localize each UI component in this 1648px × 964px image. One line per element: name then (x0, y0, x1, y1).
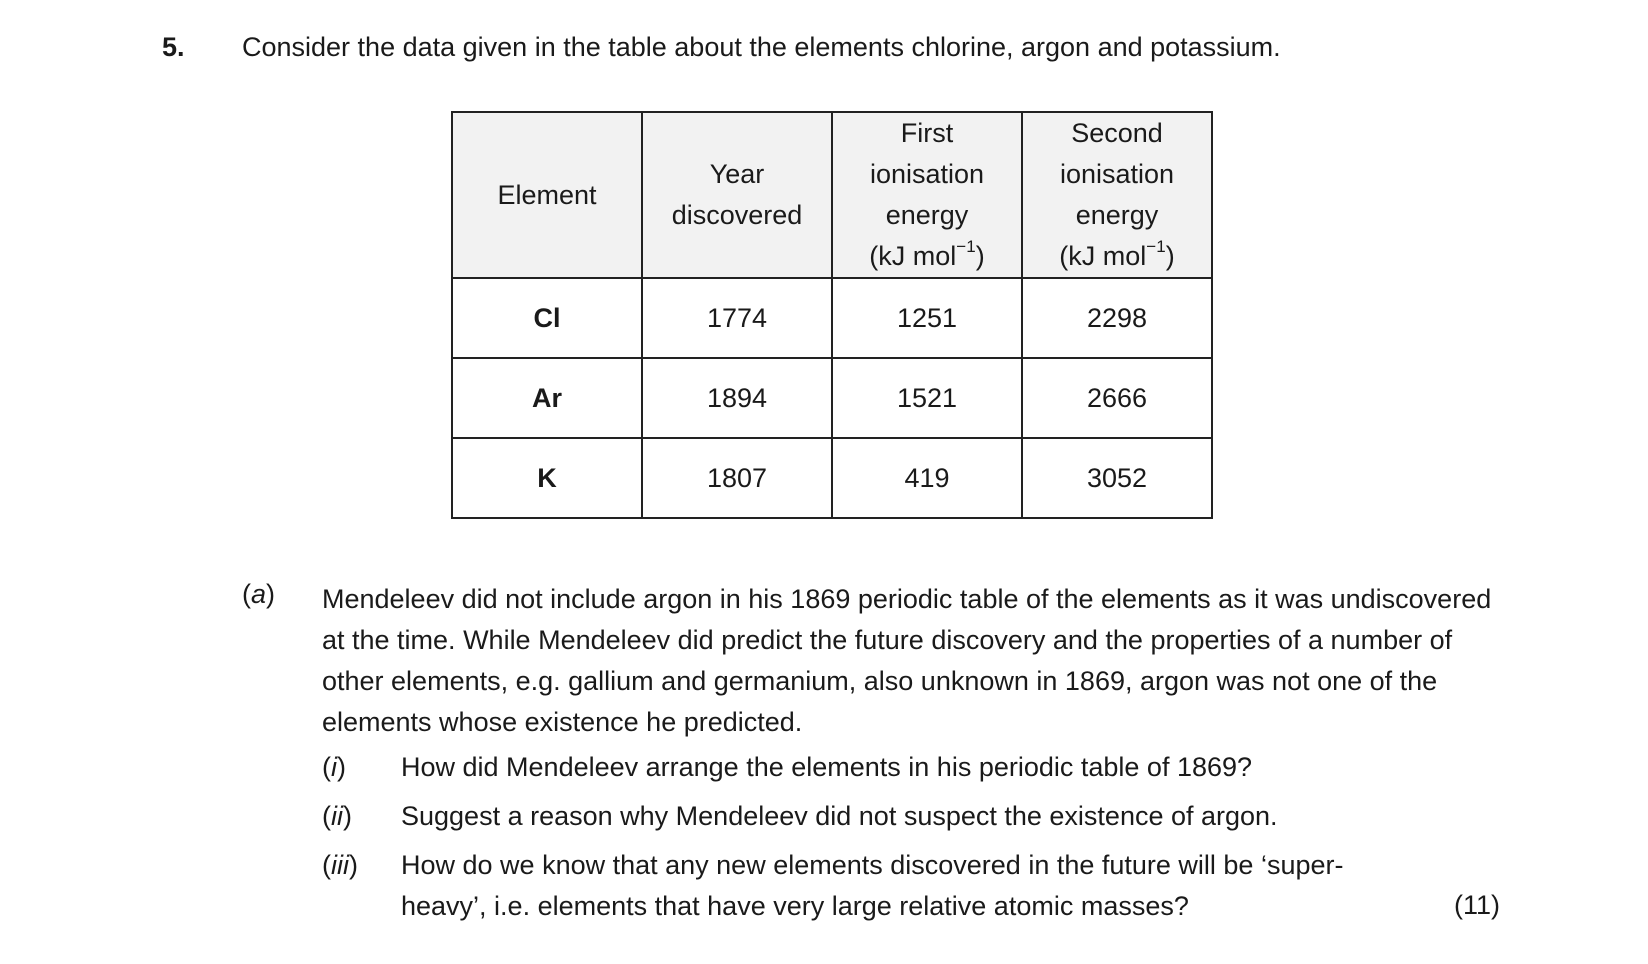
subquestion-text: Suggest a reason why Mendeleev did not suspect the existence of argon. (401, 801, 1278, 831)
header-year-discovered: Year discovered (642, 112, 832, 278)
element-cell: Cl (452, 278, 642, 358)
part-a-text: Mendeleev did not include argon in his 1869 periodic table of the elements as it was undiscovered at the time. While Mendeleev did predict the future discovery and the properties of a number of other elements, e.g. gallium and germanium, also unknown in 1869, argon was not one of the elements whose existence he predicted. (322, 584, 1492, 737)
first-ie-cell: 1521 (832, 358, 1022, 438)
second-ie-cell: 2666 (1022, 358, 1212, 438)
header-first-ionisation-energy: First ionisation energy (kJ mol$^{-1}$) (832, 112, 1022, 278)
table-header-row (452, 112, 1212, 278)
header-element: Element (452, 112, 642, 278)
header-second-ionisation-energy: Second ionisation energy (kJ mol$^{-1}$) (1022, 112, 1212, 278)
subquestion-number: (ii) (322, 801, 352, 831)
question-number: 5. (162, 32, 185, 62)
element-cell: Ar (452, 358, 642, 438)
subquestion-number: (i) (322, 752, 346, 782)
year-cell: 1807 (642, 438, 832, 518)
element-cell: K (452, 438, 642, 518)
first-ie-cell: 1251 (832, 278, 1022, 358)
marks-total: (11) (1454, 890, 1501, 920)
table-row (452, 438, 1212, 518)
year-cell: 1894 (642, 358, 832, 438)
year-cell: 1774 (642, 278, 832, 358)
subquestion-text: How do we know that any new elements discovered in the future will be ‘super-heavy’, i.e. elements that have very large relative atomic masses? (401, 850, 1344, 921)
second-ie-cell: 2298 (1022, 278, 1212, 358)
second-ie-cell: 3052 (1022, 438, 1212, 518)
first-ie-cell: 419 (832, 438, 1022, 518)
table-row (452, 278, 1212, 358)
question-intro: Consider the data given in the table about the elements chlorine, argon and potassium. (242, 32, 1281, 62)
table-row (452, 358, 1212, 438)
part-a-label: (a) (242, 579, 276, 609)
subquestion-number: (iii) (322, 850, 358, 880)
element-data-table (451, 111, 1213, 519)
subquestion-text: How did Mendeleev arrange the elements in his periodic table of 1869? (401, 752, 1253, 782)
